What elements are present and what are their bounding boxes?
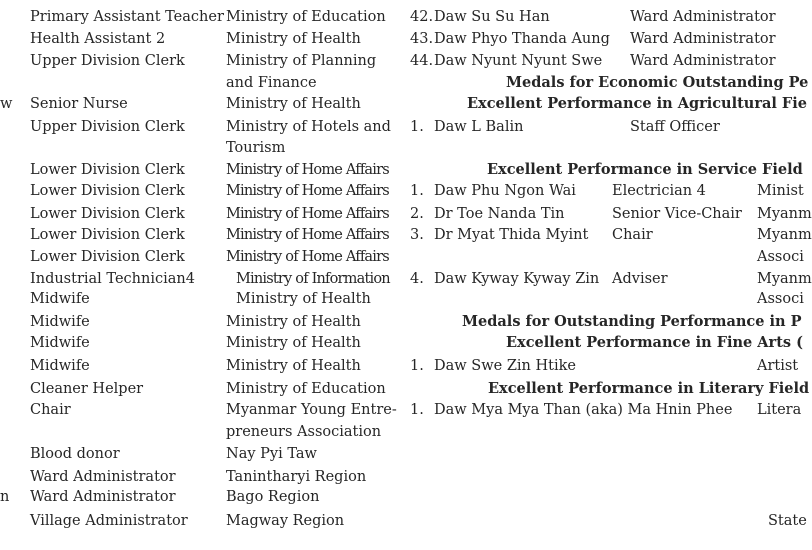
position-cell: Chair (612, 227, 653, 243)
position-cell: Village Administrator (30, 513, 188, 529)
ministry-cell: Ministry of Home Affairs (226, 183, 389, 199)
section-heading-literary: Excellent Performance in Literary Field (488, 380, 810, 397)
org-cell-continued: Associ (757, 249, 804, 265)
position-cell: Industrial Technician4 (30, 271, 195, 287)
ministry-cell: Ministry of Home Affairs (226, 227, 389, 243)
position-cell: Ward Administrator (630, 53, 776, 69)
ministry-cell: Nay Pyi Taw (226, 446, 317, 462)
section-heading-outstanding: Medals for Outstanding Performance in P (462, 313, 802, 330)
position-cell: Upper Division Clerk (30, 119, 185, 135)
row-lead-fragment: w (0, 96, 13, 112)
ministry-cell: Ministry of Education (226, 9, 386, 25)
position-cell: Ward Administrator (30, 469, 176, 485)
ministry-cell: Ministry of Health (226, 335, 361, 351)
row-lead-fragment: n (0, 489, 10, 505)
position-cell: Midwife (30, 335, 90, 351)
position-cell: Midwife (30, 291, 90, 307)
ministry-cell: Ministry of Home Affairs (226, 206, 389, 222)
ministry-cell: Ministry of Health (226, 314, 361, 330)
name-cell: Dr Myat Thida Myint (434, 227, 589, 243)
name-cell: Daw Phu Ngon Wai (434, 183, 576, 199)
org-cell-continued: Associ (757, 291, 804, 307)
position-cell: Midwife (30, 314, 90, 330)
ministry-cell: Ministry of Hotels and (226, 119, 391, 135)
position-cell: Adviser (612, 271, 668, 287)
position-cell: Lower Division Clerk (30, 249, 185, 265)
ministry-cell: Bago Region (226, 489, 320, 505)
row-number: 2. (410, 206, 424, 222)
position-cell: Ward Administrator (630, 9, 776, 25)
section-heading-service: Excellent Performance in Service Field (487, 161, 803, 178)
position-cell: Artist (757, 358, 799, 374)
section-heading-fine-arts: Excellent Performance in Fine Arts ( (506, 334, 803, 351)
position-cell: Primary Assistant Teacher (30, 9, 224, 25)
position-cell: Lower Division Clerk (30, 162, 185, 178)
ministry-cell-continued: and Finance (226, 75, 317, 91)
position-cell: Lower Division Clerk (30, 227, 185, 243)
position-cell: Midwife (30, 358, 90, 374)
position-cell: Lower Division Clerk (30, 183, 185, 199)
ministry-cell: Ministry of Education (226, 381, 386, 397)
ministry-cell: Ministry of Health (226, 31, 361, 47)
section-heading-agricultural: Excellent Performance in Agricultural Fie (467, 95, 807, 112)
name-cell: Daw Nyunt Nyunt Swe (434, 53, 603, 69)
position-cell: Senior Vice-Chair (612, 206, 742, 222)
org-cell: Myanm (757, 227, 812, 243)
row-number: 1. (410, 402, 424, 418)
ministry-cell: Ministry of Health (236, 291, 371, 307)
position-cell: Health Assistant 2 (30, 31, 166, 47)
name-cell: Daw Su Su Han (434, 9, 550, 25)
name-cell: Daw Mya Mya Than (aka) Ma Hnin Phee (434, 402, 733, 418)
row-number: 1. (410, 119, 424, 135)
name-cell: Daw Swe Zin Htike (434, 358, 576, 374)
ministry-cell: Myanmar Young Entre- (226, 402, 397, 418)
position-cell: Upper Division Clerk (30, 53, 185, 69)
ministry-cell: Ministry of Information (236, 271, 390, 287)
org-cell: Myanm (757, 271, 812, 287)
ministry-cell: Ministry of Health (226, 96, 361, 112)
position-cell: Staff Officer (630, 119, 720, 135)
row-number: 1. (410, 358, 424, 374)
row-number: 1. (410, 183, 424, 199)
ministry-cell-continued: Tourism (226, 140, 286, 156)
position-cell: Ward Administrator (30, 489, 176, 505)
name-cell: Daw L Balin (434, 119, 524, 135)
ministry-cell-continued: preneurs Association (226, 424, 382, 440)
row-number: 3. (410, 227, 424, 243)
footer-fragment: State (768, 513, 807, 529)
row-number: 43. (410, 31, 434, 47)
ministry-cell: Ministry of Health (226, 358, 361, 374)
ministry-cell: Ministry of Home Affairs (226, 249, 389, 265)
name-cell: Dr Toe Nanda Tin (434, 206, 565, 222)
position-cell: Ward Administrator (630, 31, 776, 47)
ministry-cell: Tanintharyi Region (226, 469, 367, 485)
ministry-cell: Magway Region (226, 513, 345, 529)
ministry-cell: Ministry of Home Affairs (226, 162, 389, 178)
ministry-cell: Ministry of Planning (226, 53, 377, 69)
name-cell: Daw Phyo Thanda Aung (434, 31, 610, 47)
name-cell: Daw Kyway Kyway Zin (434, 271, 600, 287)
row-number: 4. (410, 271, 424, 287)
position-cell: Senior Nurse (30, 96, 128, 112)
row-number: 42. (410, 9, 434, 25)
row-number: 44. (410, 53, 434, 69)
position-cell: Litera (757, 402, 802, 418)
position-cell: Chair (30, 402, 71, 418)
position-cell: Lower Division Clerk (30, 206, 185, 222)
section-heading-economic: Medals for Economic Outstanding Pe (506, 74, 809, 91)
org-cell: Myanm (757, 206, 812, 222)
position-cell: Blood donor (30, 446, 120, 462)
position-cell: Cleaner Helper (30, 381, 144, 397)
position-cell: Electrician 4 (612, 183, 706, 199)
org-cell: Minist (757, 183, 804, 199)
